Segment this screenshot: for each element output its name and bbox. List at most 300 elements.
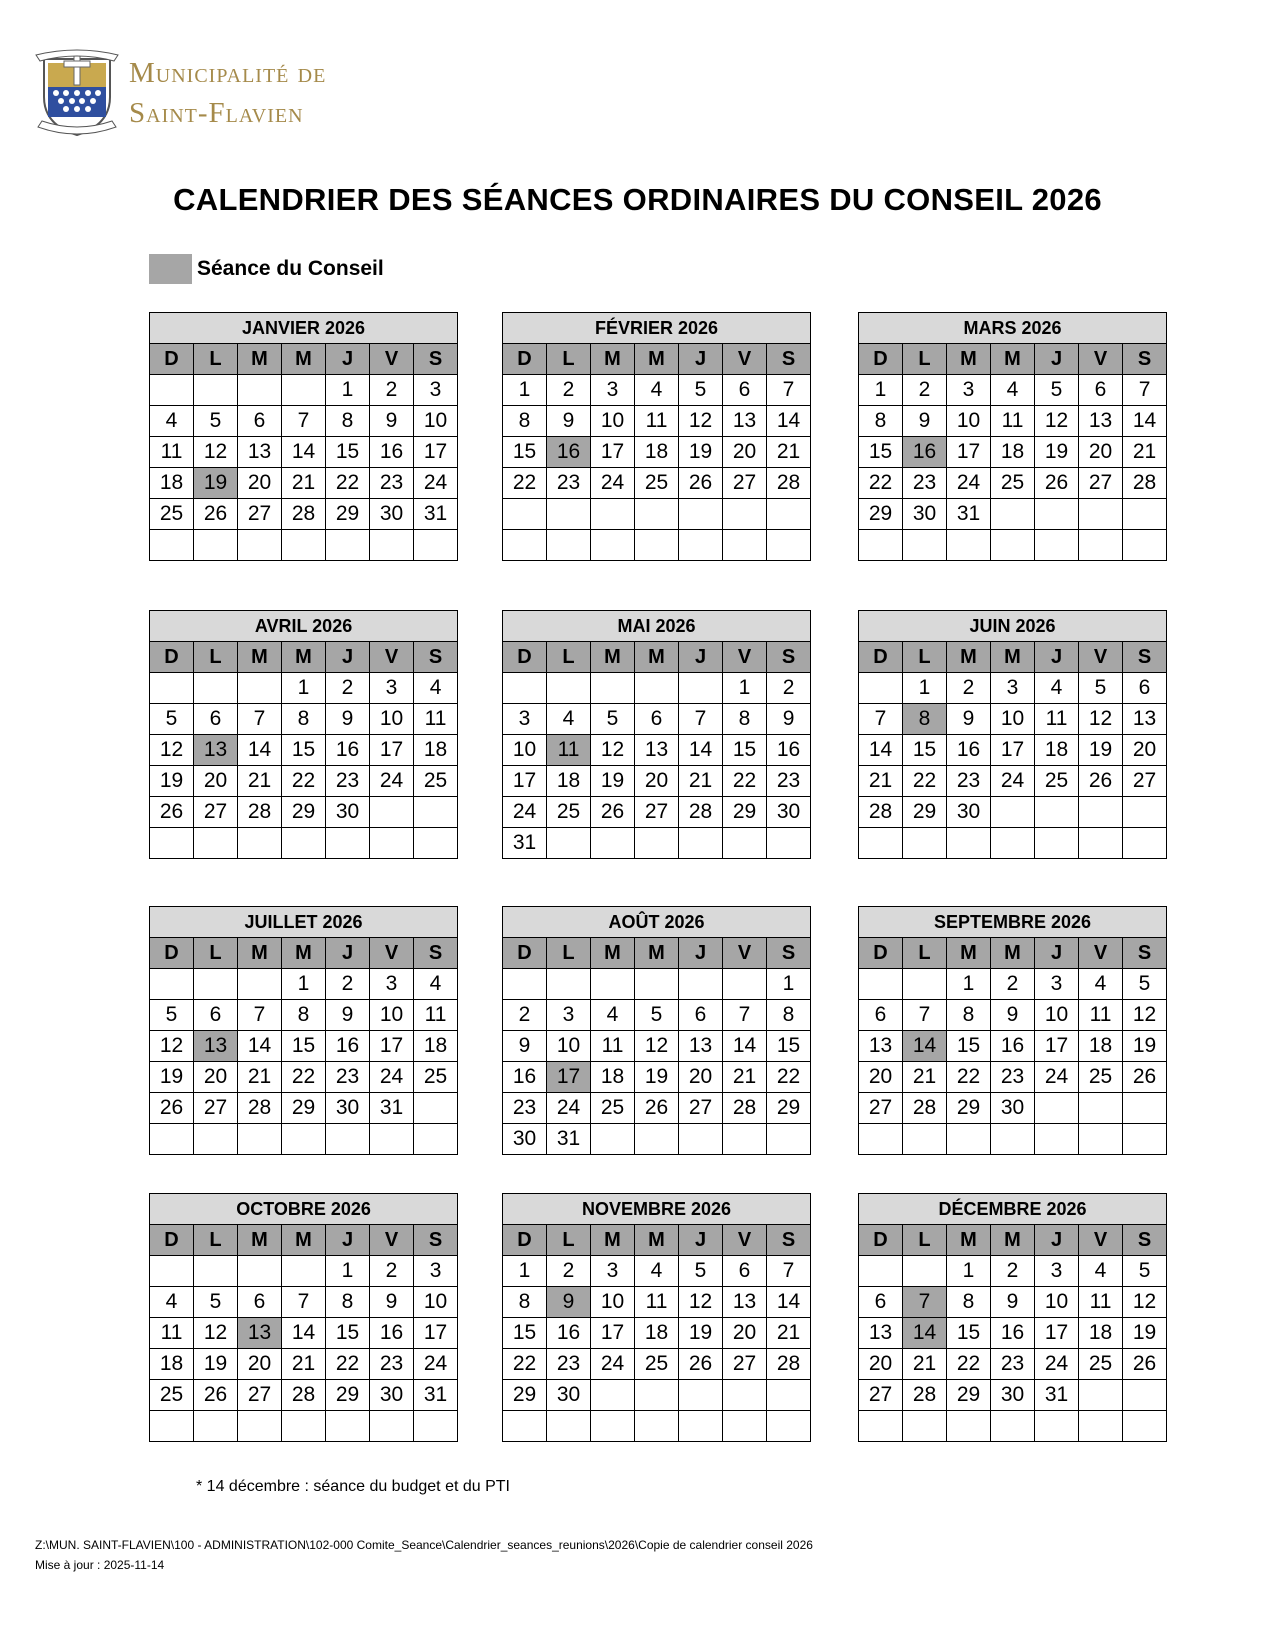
day-cell [591, 673, 635, 704]
week-row [503, 1349, 811, 1380]
day-cell: 13 [238, 437, 282, 468]
day-cell: 22 [947, 1349, 991, 1380]
weekday-header: M [991, 1225, 1035, 1256]
weekday-header: M [947, 938, 991, 969]
day-cell: 26 [1035, 468, 1079, 499]
weekday-header: D [150, 1225, 194, 1256]
weekday-header: L [547, 1225, 591, 1256]
day-cell: 6 [859, 1287, 903, 1318]
day-cell: 1 [767, 969, 811, 1000]
day-cell: 17 [370, 735, 414, 766]
day-cell [1035, 499, 1079, 530]
day-cell: 24 [503, 797, 547, 828]
day-cell: 3 [947, 375, 991, 406]
day-cell: 24 [1035, 1062, 1079, 1093]
day-cell: 4 [591, 1000, 635, 1031]
day-cell: 17 [503, 766, 547, 797]
day-cell: 18 [414, 735, 458, 766]
day-cell [591, 969, 635, 1000]
day-cell [238, 1411, 282, 1442]
day-cell: 6 [194, 1000, 238, 1031]
day-cell [591, 828, 635, 859]
day-cell: 23 [991, 1062, 1035, 1093]
day-cell: 21 [767, 437, 811, 468]
day-cell: 6 [194, 704, 238, 735]
day-cell: 11 [414, 1000, 458, 1031]
day-cell: 10 [370, 1000, 414, 1031]
day-cell: 9 [370, 406, 414, 437]
day-cell: 16 [326, 735, 370, 766]
weekday-header: S [767, 1225, 811, 1256]
day-cell: 27 [679, 1093, 723, 1124]
day-cell [1079, 828, 1123, 859]
weekday-header: L [194, 344, 238, 375]
day-cell: 19 [635, 1062, 679, 1093]
month-calendar [858, 906, 1167, 1155]
day-cell: 4 [635, 1256, 679, 1287]
weekday-header: M [591, 344, 635, 375]
day-cell: 12 [591, 735, 635, 766]
weekday-header: M [282, 642, 326, 673]
day-cell: 29 [326, 1380, 370, 1411]
week-row [150, 828, 458, 859]
day-cell: 5 [194, 1287, 238, 1318]
day-cell [370, 1124, 414, 1155]
day-cell: 14 [679, 735, 723, 766]
day-cell: 26 [150, 797, 194, 828]
week-row [859, 437, 1167, 468]
day-cell [1123, 1380, 1167, 1411]
day-cell [991, 499, 1035, 530]
day-cell: 3 [591, 1256, 635, 1287]
day-cell: 31 [947, 499, 991, 530]
day-cell: 13 [1079, 406, 1123, 437]
day-cell: 14 [282, 437, 326, 468]
day-cell: 2 [767, 673, 811, 704]
weekday-header: S [1123, 1225, 1167, 1256]
day-cell [635, 530, 679, 561]
week-row [150, 499, 458, 530]
day-cell: 4 [1079, 1256, 1123, 1287]
week-row [859, 1124, 1167, 1155]
day-cell: 18 [414, 1031, 458, 1062]
day-cell: 31 [414, 1380, 458, 1411]
week-row [503, 1000, 811, 1031]
day-cell [194, 969, 238, 1000]
weekday-header: V [723, 344, 767, 375]
day-cell: 1 [282, 673, 326, 704]
day-cell: 12 [1123, 1287, 1167, 1318]
day-cell: 3 [414, 375, 458, 406]
day-cell: 4 [150, 1287, 194, 1318]
week-row [503, 1287, 811, 1318]
day-cell: 4 [1035, 673, 1079, 704]
day-cell: 13 [723, 406, 767, 437]
day-cell [1079, 530, 1123, 561]
day-cell: 27 [194, 797, 238, 828]
weekday-header: J [326, 938, 370, 969]
month-title: JUIN 2026 [859, 611, 1167, 642]
weekday-header: S [1123, 344, 1167, 375]
day-cell [767, 1411, 811, 1442]
day-cell: 21 [859, 766, 903, 797]
day-cell: 28 [238, 797, 282, 828]
day-cell: 28 [903, 1093, 947, 1124]
day-cell: 5 [150, 704, 194, 735]
day-cell: 12 [194, 1318, 238, 1349]
day-cell: 22 [282, 1062, 326, 1093]
week-row [503, 1318, 811, 1349]
week-row [150, 1318, 458, 1349]
day-cell [947, 530, 991, 561]
day-cell: 14 [859, 735, 903, 766]
week-row [859, 1000, 1167, 1031]
week-row [150, 1256, 458, 1287]
week-row [859, 797, 1167, 828]
week-row [503, 1411, 811, 1442]
day-cell [414, 828, 458, 859]
day-cell: 23 [503, 1093, 547, 1124]
day-cell: 30 [767, 797, 811, 828]
day-cell: 27 [238, 499, 282, 530]
day-cell: 30 [326, 797, 370, 828]
budget-note: * 14 décembre : séance du budget et du PTI [196, 1478, 510, 1495]
week-row [859, 406, 1167, 437]
week-row [859, 1287, 1167, 1318]
week-row [859, 1256, 1167, 1287]
day-cell: 7 [1123, 375, 1167, 406]
month-title: AVRIL 2026 [150, 611, 458, 642]
day-cell: 19 [150, 766, 194, 797]
weekday-header: M [991, 642, 1035, 673]
day-cell [547, 1411, 591, 1442]
weekday-header: J [679, 642, 723, 673]
day-cell: 18 [635, 1318, 679, 1349]
day-cell: 21 [723, 1062, 767, 1093]
week-row [859, 468, 1167, 499]
day-cell: 6 [679, 1000, 723, 1031]
day-cell [635, 1380, 679, 1411]
weekday-header: D [859, 938, 903, 969]
day-cell: 22 [767, 1062, 811, 1093]
day-cell: 3 [370, 673, 414, 704]
day-cell [370, 828, 414, 859]
day-cell [1123, 1093, 1167, 1124]
day-cell: 1 [947, 969, 991, 1000]
day-cell [282, 1124, 326, 1155]
day-cell [547, 969, 591, 1000]
weekday-header: V [1079, 1225, 1123, 1256]
day-cell: 7 [282, 406, 326, 437]
week-row [150, 406, 458, 437]
day-cell: 22 [903, 766, 947, 797]
day-cell: 10 [414, 406, 458, 437]
day-cell: 20 [723, 437, 767, 468]
day-cell [1035, 1124, 1079, 1155]
day-cell: 4 [414, 969, 458, 1000]
day-cell [635, 499, 679, 530]
month-title: MARS 2026 [859, 313, 1167, 344]
day-cell [947, 1124, 991, 1155]
day-cell [767, 530, 811, 561]
day-cell [370, 1411, 414, 1442]
day-cell: 24 [591, 468, 635, 499]
day-cell [547, 530, 591, 561]
day-cell [1079, 1380, 1123, 1411]
day-cell: 28 [679, 797, 723, 828]
day-cell [282, 1256, 326, 1287]
day-cell: 29 [503, 1380, 547, 1411]
day-cell [991, 530, 1035, 561]
day-cell [679, 1380, 723, 1411]
weekday-header: L [194, 1225, 238, 1256]
day-cell: 14 [767, 406, 811, 437]
day-cell: 17 [591, 437, 635, 468]
day-cell [194, 375, 238, 406]
month-title: DÉCEMBRE 2026 [859, 1194, 1167, 1225]
weekday-header: S [767, 642, 811, 673]
meeting-day-cell: 7 [903, 1287, 947, 1318]
day-cell [503, 499, 547, 530]
day-cell: 23 [326, 1062, 370, 1093]
day-cell: 25 [150, 1380, 194, 1411]
day-cell: 8 [767, 1000, 811, 1031]
day-cell: 21 [767, 1318, 811, 1349]
day-cell [635, 673, 679, 704]
day-cell: 23 [370, 1349, 414, 1380]
day-cell: 19 [1079, 735, 1123, 766]
day-cell: 14 [238, 1031, 282, 1062]
day-cell: 2 [903, 375, 947, 406]
day-cell: 13 [679, 1031, 723, 1062]
day-cell: 26 [194, 1380, 238, 1411]
weekday-header: V [370, 344, 414, 375]
week-row [150, 1000, 458, 1031]
day-cell: 10 [591, 406, 635, 437]
legend [149, 254, 384, 284]
day-cell: 7 [238, 1000, 282, 1031]
day-cell: 12 [150, 735, 194, 766]
day-cell: 29 [947, 1380, 991, 1411]
day-cell [1035, 828, 1079, 859]
day-cell: 17 [947, 437, 991, 468]
day-cell: 4 [1079, 969, 1123, 1000]
day-cell: 23 [370, 468, 414, 499]
week-row [150, 797, 458, 828]
day-cell [991, 1124, 1035, 1155]
day-cell: 6 [238, 1287, 282, 1318]
day-cell: 26 [635, 1093, 679, 1124]
weekday-header: M [591, 1225, 635, 1256]
meeting-day-cell: 13 [194, 1031, 238, 1062]
day-cell: 18 [150, 1349, 194, 1380]
day-cell [326, 828, 370, 859]
week-row [150, 1124, 458, 1155]
weekday-header: V [1079, 642, 1123, 673]
day-cell: 3 [370, 969, 414, 1000]
day-cell [859, 969, 903, 1000]
day-cell [238, 673, 282, 704]
day-cell [723, 1411, 767, 1442]
day-cell: 28 [767, 1349, 811, 1380]
day-cell: 12 [150, 1031, 194, 1062]
week-row [503, 499, 811, 530]
day-cell [947, 828, 991, 859]
week-row [503, 704, 811, 735]
day-cell [903, 969, 947, 1000]
meeting-day-cell: 8 [903, 704, 947, 735]
day-cell [903, 1124, 947, 1155]
day-cell: 21 [903, 1349, 947, 1380]
weekday-header: L [903, 938, 947, 969]
day-cell: 15 [503, 437, 547, 468]
day-cell: 24 [547, 1093, 591, 1124]
weekday-header: L [903, 642, 947, 673]
day-cell: 20 [859, 1062, 903, 1093]
day-cell: 28 [1123, 468, 1167, 499]
week-row [503, 766, 811, 797]
weekday-header: V [723, 938, 767, 969]
day-cell: 25 [1079, 1062, 1123, 1093]
day-cell: 18 [1035, 735, 1079, 766]
day-cell: 20 [1079, 437, 1123, 468]
day-cell: 2 [326, 969, 370, 1000]
day-cell: 29 [723, 797, 767, 828]
day-cell: 26 [1123, 1062, 1167, 1093]
week-row [859, 530, 1167, 561]
weekday-header: D [503, 642, 547, 673]
day-cell: 15 [767, 1031, 811, 1062]
weekday-header: M [238, 1225, 282, 1256]
day-cell: 28 [859, 797, 903, 828]
day-cell: 29 [903, 797, 947, 828]
weekday-header: L [903, 344, 947, 375]
day-cell: 10 [503, 735, 547, 766]
weekday-header: D [150, 642, 194, 673]
day-cell: 18 [635, 437, 679, 468]
day-cell: 2 [370, 375, 414, 406]
day-cell: 11 [635, 406, 679, 437]
weekday-header: D [859, 344, 903, 375]
day-cell: 25 [991, 468, 1035, 499]
day-cell: 10 [370, 704, 414, 735]
day-cell: 7 [859, 704, 903, 735]
day-cell: 24 [991, 766, 1035, 797]
month-calendar [149, 312, 458, 561]
week-row [503, 1124, 811, 1155]
weekday-header: M [635, 1225, 679, 1256]
day-cell [238, 1256, 282, 1287]
day-cell: 8 [947, 1000, 991, 1031]
day-cell [194, 1256, 238, 1287]
day-cell: 5 [1079, 673, 1123, 704]
day-cell [1079, 1124, 1123, 1155]
day-cell: 24 [414, 468, 458, 499]
day-cell: 7 [723, 1000, 767, 1031]
day-cell [1079, 1411, 1123, 1442]
day-cell: 12 [1079, 704, 1123, 735]
day-cell: 17 [591, 1318, 635, 1349]
day-cell: 5 [1123, 969, 1167, 1000]
weekday-header: J [326, 1225, 370, 1256]
weekday-header: D [503, 1225, 547, 1256]
day-cell [591, 1411, 635, 1442]
month-calendar [149, 1193, 458, 1442]
day-cell: 6 [1079, 375, 1123, 406]
day-cell: 8 [326, 1287, 370, 1318]
weekday-header: V [1079, 938, 1123, 969]
week-row [503, 468, 811, 499]
weekday-header: D [859, 1225, 903, 1256]
day-cell: 28 [723, 1093, 767, 1124]
day-cell: 22 [503, 468, 547, 499]
day-cell: 24 [947, 468, 991, 499]
day-cell: 25 [547, 797, 591, 828]
day-cell: 18 [591, 1062, 635, 1093]
day-cell: 30 [370, 499, 414, 530]
day-cell [194, 1124, 238, 1155]
day-cell: 27 [238, 1380, 282, 1411]
day-cell: 9 [767, 704, 811, 735]
day-cell [903, 828, 947, 859]
legend-swatch [149, 254, 192, 284]
day-cell: 14 [767, 1287, 811, 1318]
day-cell: 30 [947, 797, 991, 828]
week-row [150, 1380, 458, 1411]
day-cell: 15 [503, 1318, 547, 1349]
day-cell: 11 [150, 1318, 194, 1349]
meeting-day-cell: 14 [903, 1318, 947, 1349]
day-cell [150, 1124, 194, 1155]
day-cell [414, 1093, 458, 1124]
day-cell: 22 [326, 1349, 370, 1380]
week-row [150, 1349, 458, 1380]
day-cell [679, 499, 723, 530]
weekday-header: M [991, 938, 1035, 969]
day-cell [150, 969, 194, 1000]
day-cell [238, 1124, 282, 1155]
day-cell: 21 [679, 766, 723, 797]
day-cell [282, 828, 326, 859]
day-cell: 27 [859, 1380, 903, 1411]
day-cell: 31 [370, 1093, 414, 1124]
day-cell: 4 [414, 673, 458, 704]
day-cell [547, 828, 591, 859]
day-cell: 5 [591, 704, 635, 735]
day-cell [1123, 1124, 1167, 1155]
day-cell: 30 [903, 499, 947, 530]
day-cell [991, 797, 1035, 828]
day-cell: 26 [1123, 1349, 1167, 1380]
day-cell: 8 [859, 406, 903, 437]
month-title: MAI 2026 [503, 611, 811, 642]
day-cell [503, 673, 547, 704]
update-date: Mise à jour : 2025-11-14 [35, 1558, 165, 1572]
week-row [859, 828, 1167, 859]
week-row [503, 375, 811, 406]
day-cell: 9 [947, 704, 991, 735]
day-cell: 27 [723, 1349, 767, 1380]
day-cell: 8 [282, 1000, 326, 1031]
day-cell: 20 [859, 1349, 903, 1380]
day-cell: 15 [282, 1031, 326, 1062]
day-cell: 23 [903, 468, 947, 499]
day-cell: 14 [723, 1031, 767, 1062]
month-calendar [858, 610, 1167, 859]
meeting-day-cell: 19 [194, 468, 238, 499]
day-cell: 16 [767, 735, 811, 766]
day-cell [150, 828, 194, 859]
